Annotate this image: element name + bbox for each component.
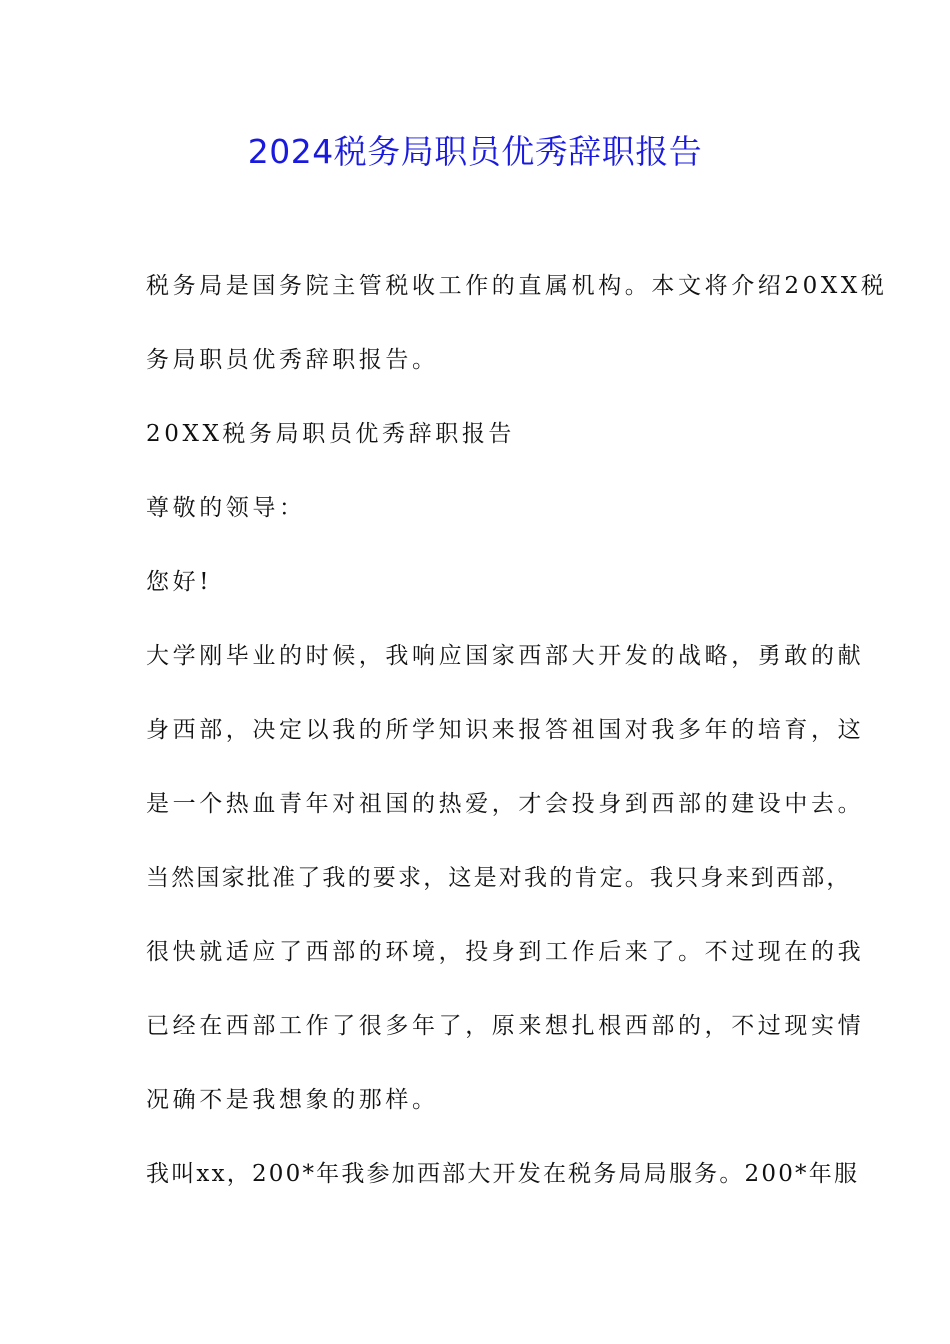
- paragraph-line: 是一个热血青年对祖国的热爱，才会投身到西部的建设中去。: [146, 791, 865, 817]
- document-body: [146, 260, 888, 1222]
- paragraph-line: 您好!: [146, 569, 213, 595]
- paragraph-line: 我叫xx，200*年我参加西部大开发在税务局局服务。200*年服: [146, 1161, 860, 1187]
- paragraph-line: 尊敬的领导：: [146, 495, 306, 521]
- paragraph-line: 务局职员优秀辞职报告。: [146, 347, 439, 373]
- paragraph-line: 身西部，决定以我的所学知识来报答祖国对我多年的培育，这: [146, 717, 865, 743]
- paragraph-line: 税务局是国务院主管税收工作的直属机构。本文将介绍20XX税: [146, 273, 888, 299]
- paragraph-line: 大学刚毕业的时候，我响应国家西部大开发的战略，勇敢的献: [146, 643, 865, 669]
- paragraph-line: 已经在西部工作了很多年了，原来想扎根西部的，不过现实情: [146, 1013, 865, 1039]
- paragraph-line: 况确不是我想象的那样。: [146, 1087, 439, 1113]
- document-title: 2024税务局职员优秀辞职报告: [247, 132, 703, 171]
- paragraph-line: 当然国家批准了我的要求，这是对我的肯定。我只身来到西部，: [146, 865, 852, 891]
- paragraph-line: 20XX税务局职员优秀辞职报告: [146, 421, 516, 447]
- paragraph-line: 很快就适应了西部的环境，投身到工作后来了。不过现在的我: [146, 939, 865, 965]
